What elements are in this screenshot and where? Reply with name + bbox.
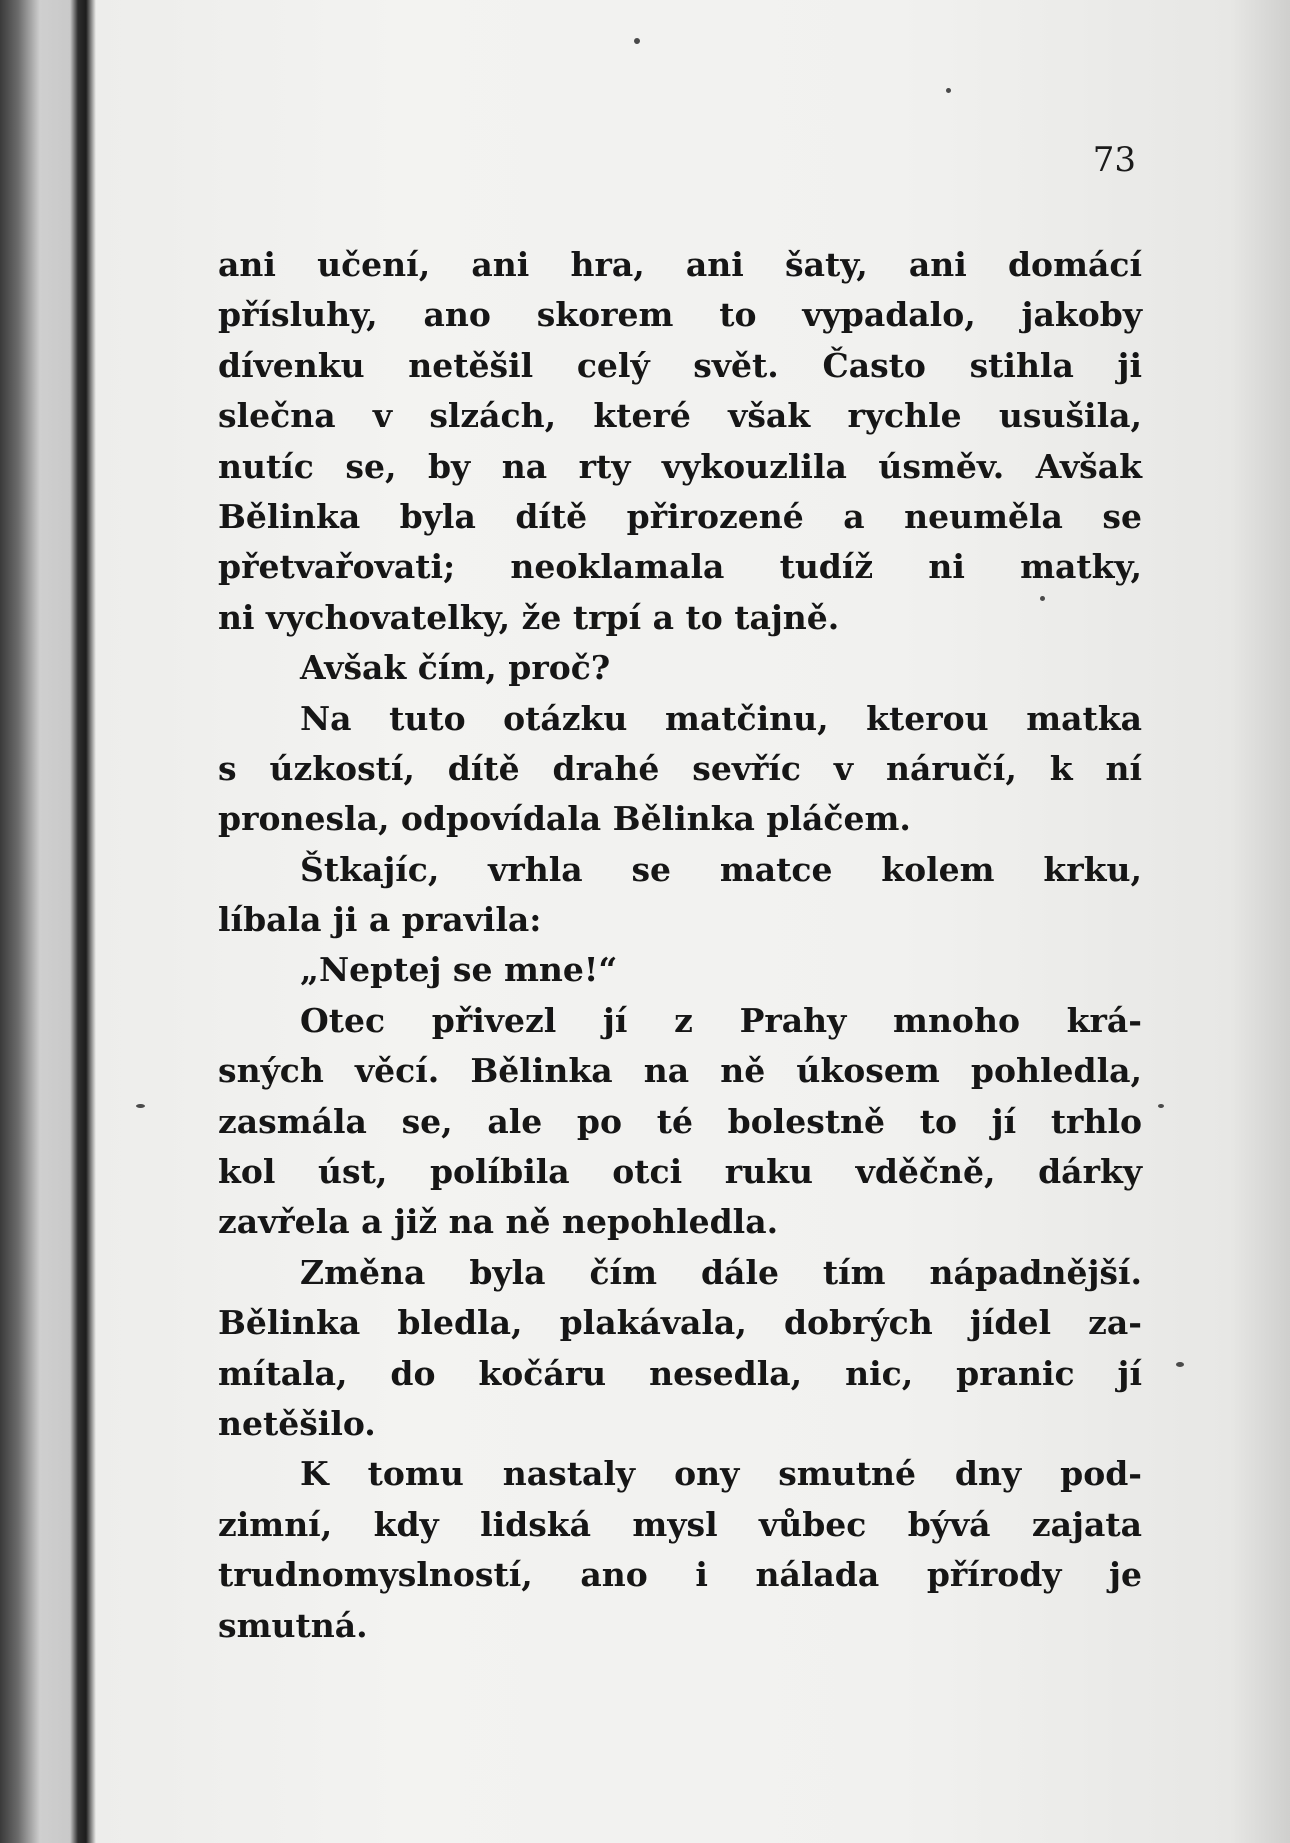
- page-number: 73: [1092, 140, 1136, 180]
- text-line: Bělinka byla dítě přirozené a neuměla se: [218, 496, 1142, 536]
- print-speck: [946, 88, 951, 93]
- text-line: Na tuto otázku matčinu, kterou matka: [300, 698, 1142, 738]
- body-text: [218, 240, 1142, 1651]
- text-line: ni vychovatelky, že trpí a to tajně.: [218, 597, 840, 637]
- print-speck: [136, 1104, 145, 1108]
- text-line: zavřela a již na ně nepohledla.: [218, 1202, 779, 1242]
- text-line: Avšak čím, proč?: [300, 648, 611, 688]
- text-line: líbala ji a pravila:: [218, 900, 542, 940]
- text-line: Otec přivezl jí z Prahy mnoho krá-: [300, 1000, 1142, 1040]
- print-speck: [1158, 1104, 1164, 1108]
- print-speck: [1176, 1362, 1184, 1367]
- text-line: netěšilo.: [218, 1403, 376, 1443]
- text-line: pronesla, odpovídala Bělinka pláčem.: [218, 799, 911, 839]
- text-line: trudnomyslností, ano i nálada přírody je: [218, 1555, 1142, 1595]
- text-line: zasmála se, ale po té bolestně to jí trhlo: [218, 1101, 1142, 1141]
- text-line: kol úst, políbila otci ruku vděčně, dárky: [218, 1152, 1142, 1192]
- print-speck: [634, 38, 640, 44]
- text-line: nutíc se, by na rty vykouzlila úsměv. Avšak: [218, 446, 1142, 486]
- text-line: „Neptej se mne!“: [300, 950, 618, 990]
- book-page: [96, 0, 1290, 1843]
- text-line: slečna v slzách, které však rychle usušila,: [218, 396, 1142, 436]
- text-line: Změna byla čím dále tím nápadnější.: [300, 1252, 1142, 1292]
- text-line: smutná.: [218, 1605, 368, 1645]
- text-line: ani učení, ani hra, ani šaty, ani domácí: [218, 245, 1142, 284]
- text-line: přísluhy, ano skorem to vypadalo, jakoby: [218, 295, 1142, 335]
- text-line: zimní, kdy lidská mysl vůbec bývá zajata: [218, 1504, 1142, 1544]
- text-line: Štkajíc, vrhla se matce kolem krku,: [300, 849, 1142, 889]
- text-line: K tomu nastaly ony smutné dny pod-: [300, 1454, 1142, 1494]
- text-line: sných věcí. Bělinka na ně úkosem pohledla,: [218, 1051, 1142, 1091]
- text-line: dívenku netěšil celý svět. Často stihla ji: [218, 345, 1142, 385]
- text-line: s úzkostí, dítě drahé sevříc v náručí, k ní: [218, 748, 1142, 788]
- text-line: Bělinka bledla, plakávala, dobrých jídel za-: [218, 1303, 1142, 1343]
- text-line: přetvařovati; neoklamala tudíž ni matky,: [218, 547, 1142, 587]
- text-line: mítala, do kočáru nesedla, nic, pranic jí: [218, 1353, 1142, 1393]
